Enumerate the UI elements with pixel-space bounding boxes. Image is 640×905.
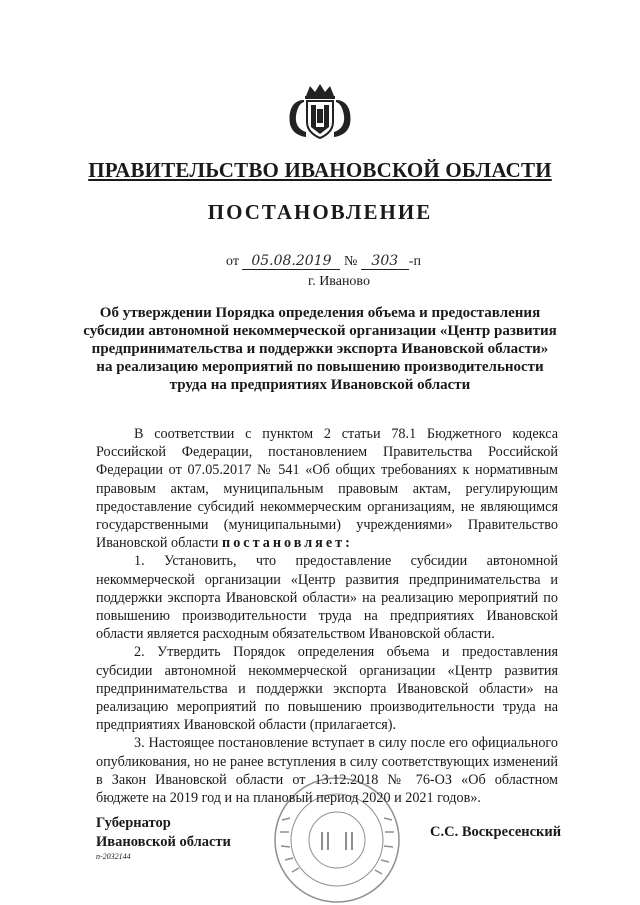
signer-title-line: Губернатор [96,815,171,831]
preamble-text: В соответствии с пунктом 2 статьи 78.1 Бюджетного кодекса Российской Федерации, постановлением Правительства Российской Федерации от 07.05.2017 № 541 «Об общих требованиях к нормативным правовым актам, муниципальным правовым актам, регулирующим предоставление субсидий некоммерческим организациям, не являющимся государственными (муниципальными) учреждениями» Правительство Ивановской области [96,426,558,552]
date-prefix: от [226,254,239,269]
handwritten-date: 05.08.2019 [242,253,340,270]
signer-title-line: Ивановской области [96,834,231,850]
subject-line: предпринимательства и поддержки экспорта Ивановской области» [91,341,549,357]
item-2-paragraph: 2. Утвердить Порядок определения объема и предоставления субсидии автономной некоммерческой организации «Центр развития предпринимательства и поддержки экспорта Ивановской области» на реализацию мероприятий по повышению производительности труда на предприятиях Ивановской области (прилагается). [96,644,558,734]
preamble-paragraph [96,425,558,552]
signer-title [96,814,231,852]
document-body [96,425,558,807]
handwritten-number: 303 [361,253,409,270]
coat-of-arms-emblem [286,82,354,140]
signer-name: С.С. Воскресенский [430,824,562,840]
document-code: п-2032144 [96,852,131,861]
subject-line: труда на предприятиях Ивановской области [169,377,471,393]
item-1-paragraph: 1. Установить, что предоставление субсидии автономной некоммерческой организации «Центр развития предпринимательства и поддержки экспорта Ивановской области» на реализацию мероприятий по повышению производительности труда на предприятиях Ивановской области является расходным обязательством Ивановской области. [96,553,558,643]
resolves-keyword: постановляет: [222,535,353,552]
document-subject [80,304,560,394]
item-3-paragraph: 3. Настоящее постановление вступает в силу после его официального опубликования, но не ранее вступления в силу соответствующих изменений в Закон Ивановской области от 13.12.2018 № 76-ОЗ «Об областном бюджете на 2019 год и на плановый период 2020 и 2021 годов». [96,735,558,807]
government-title: ПРАВИТЕЛЬСТВО ИВАНОВСКОЙ ОБЛАСТИ [88,158,552,182]
city: г. Иваново [308,274,370,289]
subject-line: субсидии автономной некоммерческой организации «Центр развития [83,323,557,339]
official-stamp [262,770,412,905]
number-sign: № [343,254,358,269]
number-suffix: -п [408,254,421,269]
document-type: ПОСТАНОВЛЕНИЕ [207,200,433,224]
date-number-line [226,253,446,270]
subject-line: Об утверждении Порядка определения объема и предоставления [99,305,541,321]
subject-line: на реализацию мероприятий по повышению производительности [96,359,544,375]
